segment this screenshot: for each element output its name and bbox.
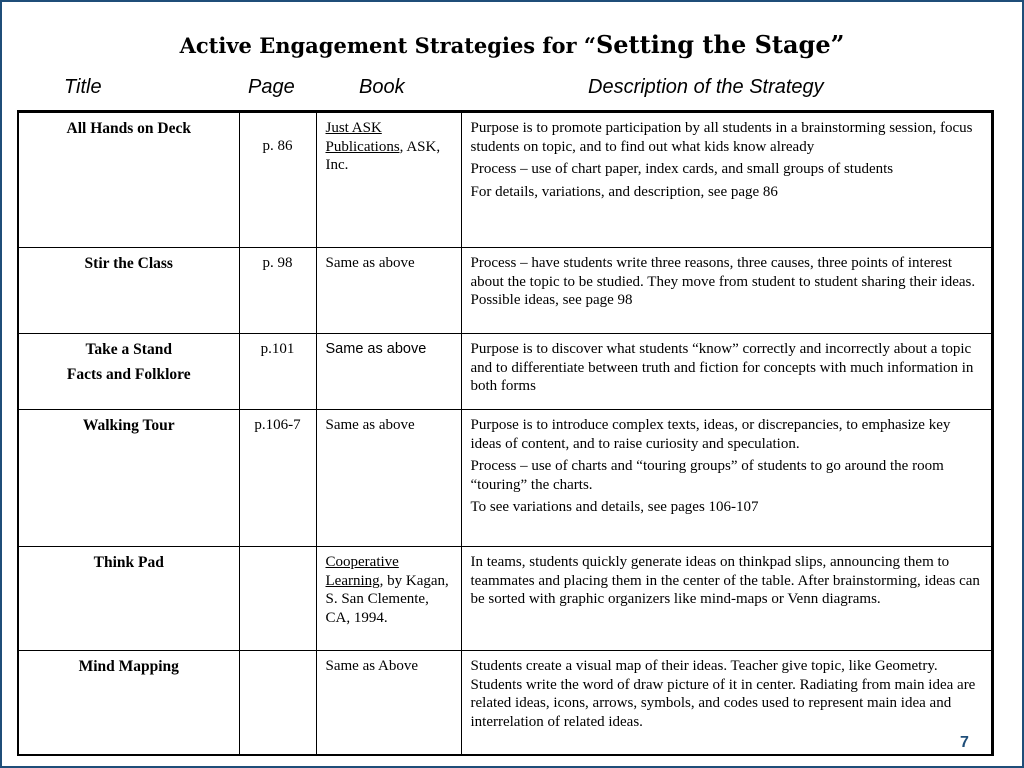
page-title: Active Engagement Strategies for “Setting the Stage” (179, 30, 845, 59)
header-page: Page (248, 76, 295, 98)
book-link[interactable]: Just ASK Publications, (325, 120, 404, 155)
page-number: 7 (960, 734, 969, 751)
description-paragraph: Purpose is to promote participation by all students in a brainstorming session, focus students on topic, and to find out what kids know already (470, 120, 973, 155)
strategy-title (18, 334, 239, 410)
book-link[interactable]: Cooperative Learning, (325, 554, 399, 589)
strategy-description (461, 248, 992, 334)
header-book: Book (359, 76, 405, 98)
book-publisher: ASK, Inc. (325, 138, 441, 173)
strategy-book: Same as above (316, 248, 461, 334)
strategy-description (461, 112, 992, 248)
strategy-page: p. 86 (239, 112, 316, 248)
strategy-description (461, 410, 992, 547)
strategy-book (316, 547, 461, 651)
strategy-title: Mind Mapping (18, 651, 239, 755)
book-publisher: by Kagan, S. San Clemente, CA, 1994. (325, 572, 449, 626)
strategy-title-line: Facts and Folklore (66, 365, 191, 383)
strategy-title-line: Take a Stand (85, 341, 172, 358)
strategy-title: Walking Tour (18, 410, 239, 547)
strategies-table (17, 110, 994, 756)
table-row (18, 112, 992, 248)
strategy-book (316, 112, 461, 248)
table-row (18, 334, 992, 410)
description-paragraph: Process – have students write three reasons, three causes, three points of interest about the topic to be studied. They move from student to student sharing their ideas. Possible ideas, see page 98 (470, 255, 976, 308)
table-row (18, 547, 992, 651)
description-paragraph: Process – use of chart paper, index cards, and small groups of students (470, 161, 894, 177)
description-paragraph: Purpose is to introduce complex texts, ideas, or discrepancies, to emphasize key ideas of content, and to raise curiosity and speculation. (470, 417, 951, 452)
strategy-page (239, 651, 316, 755)
description-paragraph: For details, variations, and description, see page 86 (470, 183, 778, 200)
strategy-description (461, 547, 992, 651)
strategy-page: p. 98 (239, 248, 316, 334)
description-paragraph: Students create a visual map of their ideas. Teacher give topic, like Geometry. Students write the word of draw picture of it in center. Radiating from main idea are related ideas, icons, arrows, symbols, and codes used to represent main idea and interrelation of related ideas. (470, 658, 976, 730)
description-paragraph: Process – use of charts and “touring groups” of students to go around the room “touring” the charts. (470, 458, 944, 493)
table-row (18, 651, 992, 755)
table-row (18, 248, 992, 334)
description-paragraph: To see variations and details, see pages 106-107 (470, 499, 759, 515)
header-title: Title (64, 76, 102, 98)
strategy-description (461, 334, 992, 410)
strategy-book: Same as Above (316, 651, 461, 755)
strategy-page: p.106-7 (239, 410, 316, 547)
table-row (18, 410, 992, 547)
strategy-title: Stir the Class (18, 248, 239, 334)
strategy-book: Same as above (316, 334, 461, 410)
strategy-page: p.101 (239, 334, 316, 410)
strategy-book: Same as above (316, 410, 461, 547)
strategy-title: Think Pad (18, 547, 239, 651)
strategy-title: All Hands on Deck (18, 112, 239, 248)
header-description: Description of the Strategy (588, 76, 824, 98)
description-paragraph: In teams, students quickly generate ideas on thinkpad slips, announcing them to teammates and placing them in the center of the table. After brainstorming, ideas can be sorted with graphic organizers like mind-maps or Venn diagrams. (470, 554, 980, 607)
description-paragraph: Purpose is to discover what students “know” correctly and incorrectly about a topic and to differentiate between truth and fiction for concepts with much information in both forms (470, 341, 974, 394)
strategy-page (239, 547, 316, 651)
strategy-description (461, 651, 992, 755)
